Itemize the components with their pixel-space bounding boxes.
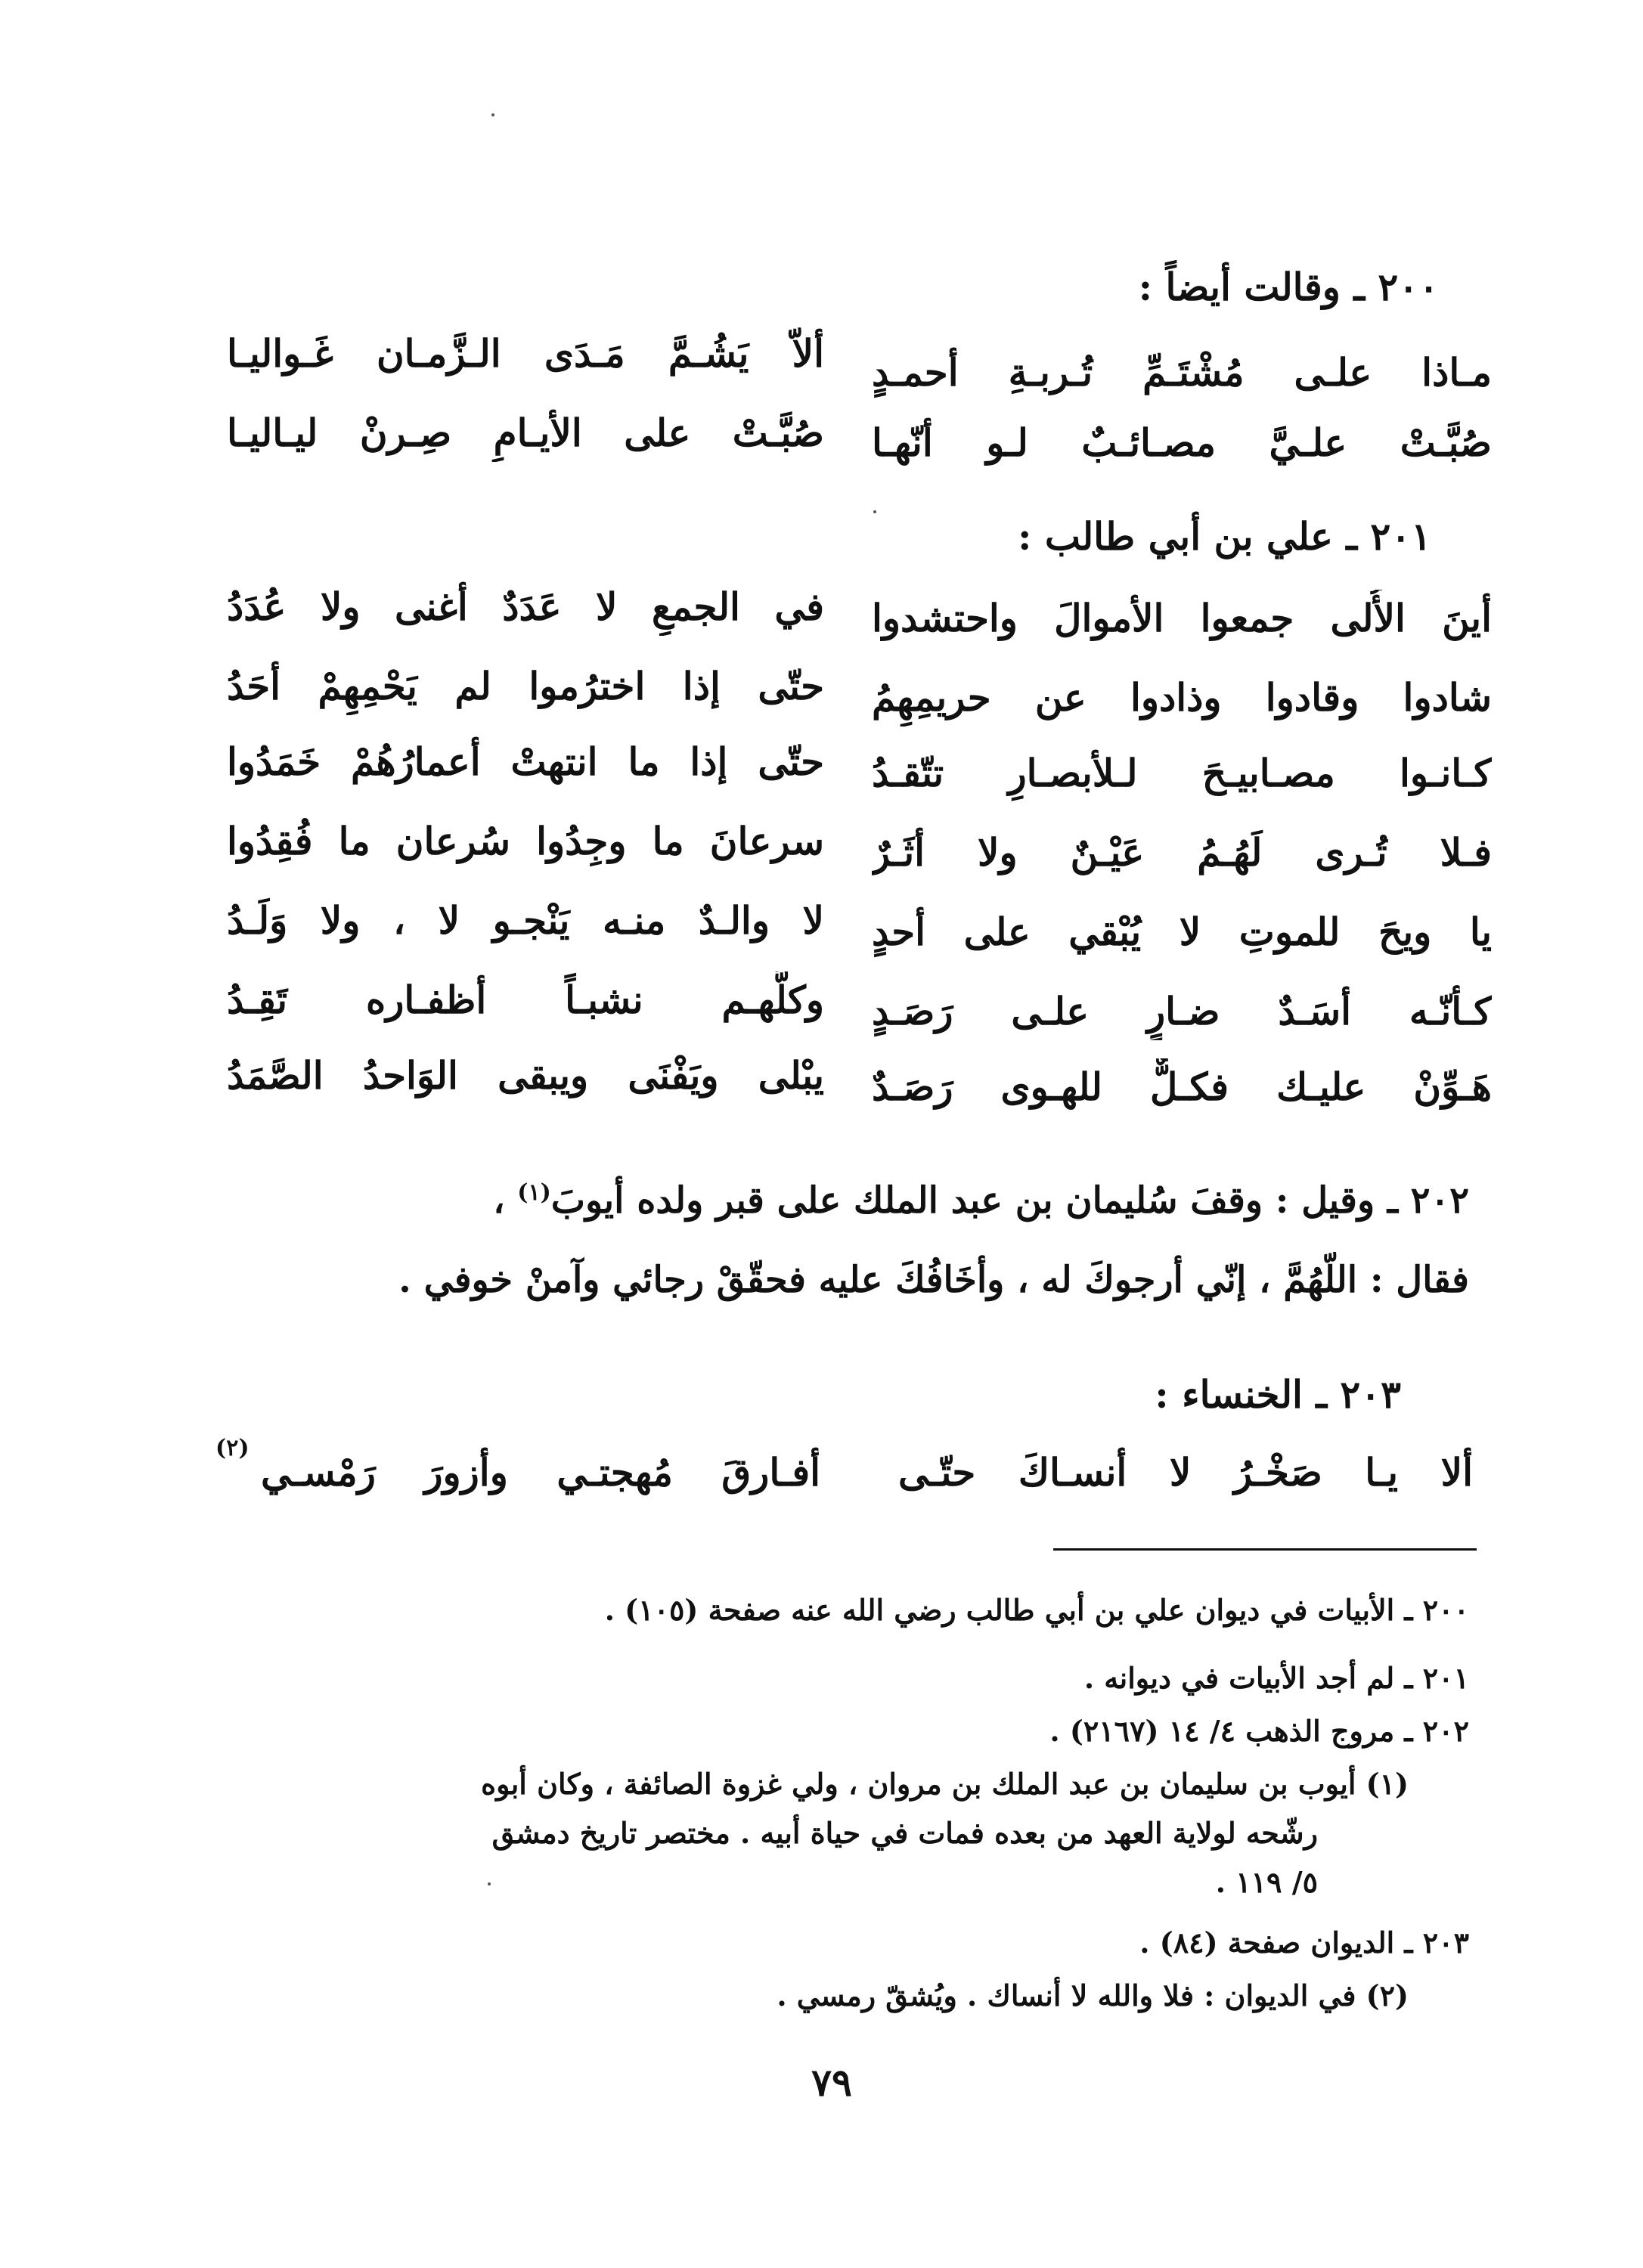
section-202-line-2: فقال : اللّهُمَّ ، إنّي أرجوكَ له ، وأخَافُكَ عليه فحقّقْ رجائي وآمنْ خوفي . bbox=[398, 1259, 1469, 1301]
footnote-201: ٢٠١ ـ لم أجد الأبيات في ديوانه . bbox=[1083, 1661, 1469, 1695]
verse-200-2-first-hemistich: صُبَّـتْ علـيَّ مصـائـبٌ لـو أنّهـا bbox=[872, 420, 1492, 465]
verse-200-2-second-hemistich: صُبَّـتْ على الأيـامِ صِـرنْ ليـاليـا bbox=[227, 411, 824, 455]
verse-201-3-second-hemistich: حتّى إذا ما انتهتْ أعمارُهُمْ خَمَدُوا bbox=[227, 739, 824, 784]
footnote-ref-1: (١) bbox=[517, 1179, 551, 1206]
verse-201-5-first-hemistich: يا ويحَ للموتِ لا يُبْقي على أحدٍ bbox=[872, 909, 1492, 954]
verse-203-second-hemistich: أفـارقَ مُهجتـي وأزورَ رَمْسـي bbox=[261, 1450, 820, 1495]
verse-201-7-first-hemistich: هَـوِّنْ عليـك فكـلٌّ للهـوى رَصَـدٌ bbox=[872, 1064, 1492, 1109]
verse-203-first-hemistich: ألا يـا صَخْـرُ لا أنسـاكَ حتّـى bbox=[898, 1450, 1473, 1495]
section-202-line-1-end: ، bbox=[493, 1179, 518, 1222]
footnote-note-2: (٢) في الديوان : فلا والله لا أنساك . ويُشقّ رمسي . bbox=[777, 1978, 1409, 2012]
verse-201-4-second-hemistich: سرعانَ ما وجِدُوا سُرعان ما فُقِدُوا bbox=[227, 819, 824, 863]
footnote-note-1-line-3: ٥/ ١١٩ . bbox=[1215, 1865, 1318, 1899]
scan-speck bbox=[873, 510, 876, 513]
verse-201-1-first-hemistich: أينَ الأُلى جمعوا الأموالَ واحتشدوا bbox=[872, 596, 1492, 640]
section-200-heading: ٢٠٠ ـ وقالت أيضاً : bbox=[1138, 265, 1439, 309]
footnote-note-1-line-2: رشّحه لولاية العهد من بعده فمات في حياة أبيه . مختصر تاريخ دمشق bbox=[491, 1816, 1318, 1850]
footnote-203: ٢٠٣ ـ الديوان صفحة (٨٤) . bbox=[1139, 1926, 1469, 1960]
verse-201-6-first-hemistich: كـأنّـه أسَـدٌ ضـارٍ علـى رَصَـدٍ bbox=[872, 989, 1492, 1033]
footnote-202: ٢٠٢ ـ مروج الذهب ٤/ ١٤ (٢١٦٧) . bbox=[1049, 1714, 1469, 1748]
verse-200-1-first-hemistich: مـاذا علـى مُشْتَـمِّ تُـربـةِ أحمـدٍ bbox=[872, 350, 1492, 395]
verse-201-5-second-hemistich: لا والـدٌ منـه يَنْجـو لا ، ولا وَلَـدُ bbox=[227, 898, 824, 943]
footnote-note-1-line-1: (١) أيوب بن سليمان بن عبد الملك بن مروان ، ولي غزوة الصائفة ، وكان أبوه bbox=[481, 1767, 1409, 1801]
footnote-200: ٢٠٠ ـ الأبيات في ديوان علي بن أبي طالب رضي الله عنه صفحة (١٠٥) . bbox=[604, 1593, 1469, 1627]
section-201-heading: ٢٠١ ـ علي بن أبي طالب : bbox=[1017, 514, 1431, 559]
verse-201-6-second-hemistich: وكلُّهـم نشبـاً أظفـاره تَقِـدُ bbox=[227, 978, 824, 1022]
scan-speck bbox=[491, 113, 494, 116]
footnote-ref-2: (٢) bbox=[215, 1435, 250, 1461]
verse-201-4-first-hemistich: فـلا تُـرى لَهُـمُ عَيْـنٌ ولا أثَـرٌ bbox=[872, 830, 1492, 875]
verse-201-7-second-hemistich: يبْلى ويَفْنَى ويبقى الوَاحدُ الصَّمَدُ bbox=[227, 1053, 824, 1098]
section-202-line-1-text: ٢٠٢ ـ وقيل : وقفَ سُليمان بن عبد الملك على قبر ولده أيوبَ bbox=[550, 1179, 1469, 1222]
verse-201-3-first-hemistich: كـانـوا مصـابيـحَ لـلأبصـارِ تتّقـدُ bbox=[872, 751, 1492, 795]
verse-201-1-second-hemistich: في الجمعِ لا عَدَدٌ أغنى ولا عُدَدُ bbox=[227, 584, 824, 629]
section-202-line-1 bbox=[493, 1179, 1469, 1222]
scan-speck bbox=[488, 1882, 491, 1885]
section-203-heading: ٢٠٣ ـ الخنساء : bbox=[1155, 1372, 1401, 1417]
verse-201-2-first-hemistich: شادوا وقادوا وذادوا عن حريمِهِمُ bbox=[872, 675, 1492, 720]
verse-201-2-second-hemistich: حتّى إذا اخترُموا لم يَحْمِهِمْ أحَدُ bbox=[227, 664, 824, 708]
footnote-separator bbox=[1053, 1548, 1477, 1551]
page-number: ٧٩ bbox=[811, 2060, 852, 2105]
verse-200-1-second-hemistich: ألاّ يَشُـمَّ مَـدَى الـزَّمـان غَـواليـا bbox=[227, 331, 824, 376]
